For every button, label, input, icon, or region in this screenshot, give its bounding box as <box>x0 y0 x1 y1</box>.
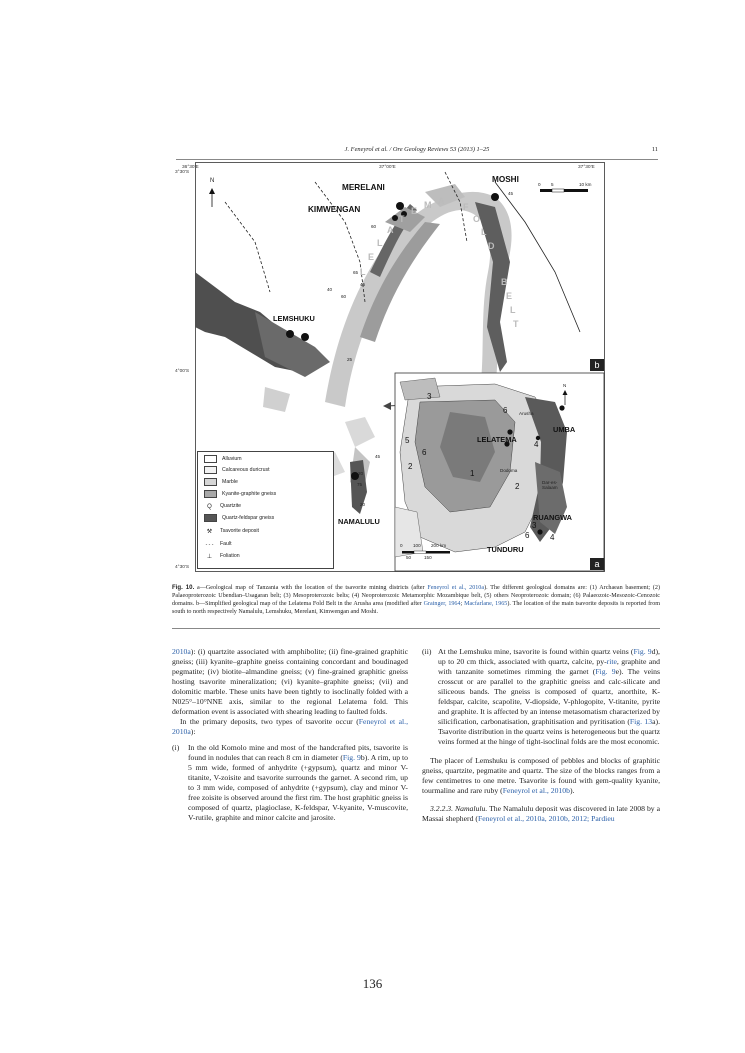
domain-number: 1 <box>470 469 475 478</box>
foliation-icon: ⊥ <box>206 553 213 560</box>
belt-letter: L <box>377 238 384 248</box>
figure-ref-link[interactable]: Fig. 9 <box>633 647 652 656</box>
domain-number: 3 <box>532 521 537 530</box>
caption-text: ). The location of the main tsavorite deposits is reported from south to north respectively Namalulu, Lemshuku, Merelani, Kimwengan and Moshi. <box>172 601 660 616</box>
list-marker: (i) <box>172 743 180 752</box>
figure-ref-link[interactable]: Fig. 9 <box>342 753 361 762</box>
dip-value: 45 <box>508 191 514 196</box>
town-dar-es-salaam: Dar-es- Salaam <box>542 480 558 490</box>
belt-letter: A <box>438 196 446 206</box>
belt-letter: M <box>424 200 433 210</box>
belt-letter: E <box>411 206 419 216</box>
belt-letter: O <box>473 214 482 224</box>
section-title: Namalulu. <box>455 804 488 813</box>
journal-citation: J. Feneyrol et al. / Ore Geology Reviews 53 (2013) 1–25 <box>344 146 490 153</box>
panel-label-a: a <box>590 558 604 570</box>
panel-label-b: b <box>590 359 604 371</box>
caption-ref-link[interactable]: Feneyrol et al., 2010a <box>427 585 485 591</box>
belt-letter: T <box>513 319 520 329</box>
journal-page-number: 11 <box>651 146 658 153</box>
inset-scale-100: 100 <box>413 543 421 548</box>
caption-text: ; <box>460 601 465 608</box>
ref-link[interactable]: 2010a <box>172 647 191 656</box>
fault-line-icon: - - - <box>205 541 214 548</box>
town-arusha: Arusha <box>519 411 534 416</box>
dip-value: 40 <box>327 287 333 292</box>
caption-ref-link[interactable]: Macfarlane, 1965 <box>464 601 508 608</box>
domain-number: 6 <box>503 406 508 415</box>
paragraph: The placer of Lemshuku is composed of pebbles and blocks of graphitic gneiss, quartzite, pegmatite and quartz. The size of the blocks ranges from a few centimetres to one metre. Tsavorite is found with gem-quality kyanite, tourmaline and rare ruby (Feneyrol et al., 2010b). <box>422 756 660 795</box>
label-kimwengan: KIMWENGAN <box>308 205 361 214</box>
belt-letter: L <box>481 227 488 237</box>
domain-number: 3 <box>427 392 432 401</box>
legend-item-tsavorite-deposit: ⚒ Tsavorite deposit <box>204 527 259 536</box>
ref-link[interactable]: Feneyrol et al., 2010a <box>172 717 408 736</box>
inset-label-ruangwa: RUANGWA <box>533 513 573 522</box>
legend-item-quartz-feldspar-gneiss: Quartz-feldspar gneiss <box>204 514 274 523</box>
label-merelani: MERELANI <box>342 183 385 192</box>
legend-item-calcareous-duricrust: Calcareous duricrust <box>204 466 270 475</box>
paragraph: 2010a): (i) quartzite associated with amphibolite; (ii) fine-grained graphitic gneiss; (iii) kyanite–graphite gneiss containing concordant and boudinaged pegmatite; (iv) biotite–almandine gneiss; (v) fine-grained graphitic gneiss hosting tsavorite mineralization; (vi) kyanite–graphite gneiss; (vii) and dolomitic marble. These units have been tightly to isoclinally folded with a N025°–10°NNE axis, similar to the regional Lelatema fold. This deformation event is associated with shearing leading to faulted folds. <box>172 647 408 716</box>
domain-number: 2 <box>515 482 520 491</box>
belt-letter: F <box>463 202 470 212</box>
inset-scale-150: 150 <box>424 555 432 560</box>
longitude-label-center: 37°00'E <box>379 165 396 170</box>
pickaxe-icon: ⚒ <box>206 528 213 535</box>
label-namalulu: NAMALULU <box>338 517 380 526</box>
caption-ref-link[interactable]: Grainger, 1964 <box>423 601 461 608</box>
dip-value: 60 <box>341 294 347 299</box>
domain-number: 2 <box>408 462 413 471</box>
inset-label-tunduru: TUNDURU <box>487 545 524 554</box>
body-column-right <box>422 647 660 824</box>
dip-value: 25 <box>347 357 353 362</box>
inset-scale-200: 200 km <box>431 543 447 548</box>
paragraph: In the primary deposits, two types of tsavorite occur (Feneyrol et al., 2010a): <box>172 717 408 736</box>
legend-swatch <box>204 514 217 522</box>
domain-number: 6 <box>525 531 530 540</box>
dip-value: 45 <box>360 282 366 287</box>
dip-value: 65 <box>353 270 359 275</box>
inset-scale-50: 50 <box>406 555 412 560</box>
belt-letter: A <box>387 225 395 235</box>
body-column-left <box>172 647 408 823</box>
quartzite-icon: Q <box>207 503 212 510</box>
belt-letter: T <box>399 214 406 224</box>
belt-letter: L <box>510 305 517 315</box>
term-link[interactable]: rite <box>606 657 617 666</box>
caption-text: a—Geological map of Tanzania with the location of the tsavorite mining districts (after <box>194 585 428 591</box>
ref-link[interactable]: Feneyrol et al., 2010b <box>502 786 570 795</box>
belt-letter: E <box>506 291 514 301</box>
dip-value: 75 <box>357 482 363 487</box>
dip-value: 45 <box>375 454 381 459</box>
dip-value: 20 <box>358 471 364 476</box>
legend-item-kyanite-graphite-gneiss: Kyanite-graphite gneiss <box>204 490 276 499</box>
figure-ref-link[interactable]: Fig. 9 <box>595 667 616 676</box>
inset-label-umba: UMBA <box>553 425 576 434</box>
legend-item-alluvium: Alluvium <box>204 455 242 464</box>
domain-number: 6 <box>422 448 427 457</box>
legend-item-quartzite: Q Quartzite <box>204 502 241 511</box>
legend-item-marble: Marble <box>204 478 238 487</box>
longitude-label-east: 37°30'E <box>578 165 595 170</box>
town-dodoma: Dodoma <box>500 468 518 473</box>
domain-number: 4 <box>534 440 539 449</box>
inset-label-lelatema: LELATEMA <box>477 435 517 444</box>
list-item-i: (i) In the old Komolo mine and most of the handcrafted pits, tsavorite is found in nodules that can reach 8 cm in diameter (Fig. 9b). A rim, up to 5 mm wide, formed of anhydrite (+gypsum), quartz and minor V-titanite, V-zoisite and tsavorite surrounds the garnet. A second rim, up to 3 mm wide, composed of anhydrite (+gypsum), clay and minor V-free zoisite is observed around the first rim. The host graphitic gneiss is composed of quartz, plagioclase, K-feldspar, V-kyanite, V-muscovite, V-rutile, graphite and minor calcite and jarosite. <box>172 743 408 822</box>
label-lemshuku: LEMSHUKU <box>273 314 315 323</box>
section-number: 3.2.2.3. <box>430 804 454 813</box>
page-folio: 136 <box>362 976 383 991</box>
legend-item-foliation: ⊥ Foliation <box>204 552 240 561</box>
figure-ref-link[interactable]: Fig. 13 <box>629 717 653 726</box>
dip-value: 20 <box>360 502 366 507</box>
latitude-label-mid: 4°00'S <box>175 369 190 374</box>
section-paragraph: 3.2.2.3. Namalulu. The Namalulu deposit was discovered in late 2008 by a Massai shepherd (Feneyrol et al., 2010a, 2010b, 2012; Pardieu <box>422 804 661 823</box>
dip-value: 60 <box>371 224 377 229</box>
domain-number: 4 <box>550 533 555 542</box>
belt-letter: D <box>488 241 496 251</box>
caption-text: ). The different geological domains are: (1) Archaean basement; (2) Palaeoproterozoic Ubendian–Usagaran belt; (3) Mesoproterozoic belts; (4) Neoproterozoic Metamorphic Mozambique belt, (5) others Neoproterozoic domain; (6) Palaeozoic-Mesozoic-Cenozoic domains. b—Simplified geological map of the Lelatema Fold Belt in the Arusha area (modified after <box>172 585 660 608</box>
scale-zero: 0 <box>538 182 541 187</box>
longitude-label-west: 36°30'E <box>182 165 199 170</box>
label-moshi: MOSHI <box>492 175 519 184</box>
running-header <box>176 146 658 158</box>
caption-label: Fig. 10. <box>172 584 195 591</box>
caption-rule <box>172 628 660 629</box>
list-item-ii: (ii) At the Lemshuku mine, tsavorite is found within quartz veins (Fig. 9d), up to 20 cm thick, associated with quartz, calcite, py-rite, graphite and with tanzanite sometimes rimming the garnet (Fig. 9e). The veins crosscut or are parallel to the graphitic gneiss and calc-silicate and siliceous bands. The gneiss is composed of quartz, anorthite, K-feldspar, calcite, scapolite, V-diopside, V-phlogopite, V-titanite, pyrite and graphite. It is affected by an intense metasomatism characterized by silicification, carbonatisation, graphitisation and pyritisation (Fig. 13a). Tsavorite distribution in the quartz veins is heterogeneous but the quartz veins formed at the hinge of tight-isoclinal folds are the most economic. <box>422 647 660 746</box>
latitude-label-bottom: 4°30'S <box>175 565 190 570</box>
list-marker: (ii) <box>422 647 432 656</box>
inset-north-label: N <box>563 383 567 388</box>
domain-number: 5 <box>405 436 410 445</box>
legend-item-fault: - - - Fault <box>205 541 232 548</box>
figure-caption <box>172 584 660 616</box>
inset-scale-zero: 0 <box>400 543 403 548</box>
ref-link[interactable]: Feneyrol et al., 2010a, 2010b, 2012; Pardieu <box>477 814 615 823</box>
legend-swatch <box>204 455 217 463</box>
legend-swatch <box>204 490 217 498</box>
header-rule <box>176 159 658 160</box>
scale-ten: 10 km <box>579 182 592 187</box>
belt-letter: E <box>368 252 376 262</box>
map-legend <box>197 451 334 569</box>
belt-letter: B <box>501 277 509 287</box>
belt-letter: L <box>360 267 367 277</box>
north-label: N <box>210 178 215 184</box>
latitude-label-top: 3°30'S <box>175 170 190 175</box>
legend-swatch <box>204 466 217 474</box>
scale-five: 5 <box>551 182 554 187</box>
legend-swatch <box>204 478 217 486</box>
